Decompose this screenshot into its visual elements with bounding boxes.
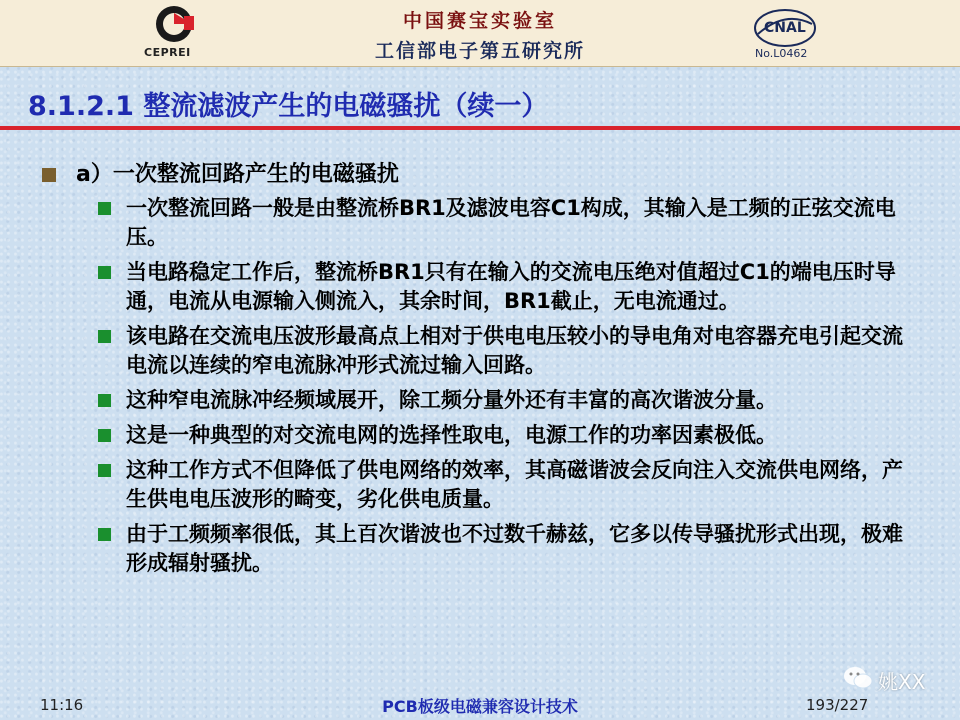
list-item [98, 322, 916, 380]
square-bullet-icon [98, 266, 111, 279]
square-bullet-icon [98, 394, 111, 407]
square-bullet-icon [98, 202, 111, 215]
square-bullet-icon [98, 464, 111, 477]
list-item-text: 由于工频频率很低，其上百次谐波也不过数千赫兹，它多以传导骚扰形式出现，极难形成辐射骚扰。 [126, 522, 903, 575]
list-item-text: 这种窄电流脉冲经频域展开，除工频分量外还有丰富的高次谐波分量。 [126, 388, 777, 412]
cnal-number: No.L0462 [755, 47, 808, 60]
page-number: 193/227 [806, 696, 869, 714]
list-item-text: 该电路在交流电压波形最高点上相对于供电电压较小的导电角对电容器充电引起交流电流以连续的窄电流脉冲形式流过输入回路。 [126, 324, 903, 377]
list-item [98, 194, 916, 252]
list-item-text: 这种工作方式不但降低了供电网络的效率，其高磁谐波会反向注入交流供电网络，产生供电电压波形的畸变，劣化供电质量。 [126, 458, 903, 511]
list-item [98, 456, 916, 514]
title-bar [0, 70, 960, 134]
bullet-list [98, 194, 940, 578]
square-bullet-icon [98, 330, 111, 343]
list-item-text: 当电路稳定工作后，整流桥BR1只有在输入的交流电压绝对值超过C1的端电压时导通，电流从电源输入侧流入，其余时间，BR1截止，无电流通过。 [126, 260, 896, 313]
list-item-text: 一次整流回路一般是由整流桥BR1及滤波电容C1构成，其输入是工频的正弦交流电压。 [126, 196, 896, 249]
cnal-logo-text: CNAL [764, 20, 806, 36]
org-name-line1: 中国赛宝实验室 [402, 10, 557, 32]
watermark-text: 姚XX [878, 670, 926, 694]
org-name-line2: 工信部电子第五研究所 [374, 40, 585, 62]
square-bullet-icon [42, 168, 56, 182]
list-item [98, 258, 916, 316]
list-item [98, 520, 916, 578]
slide-header [0, 0, 960, 67]
cnal-logo-icon [750, 4, 820, 50]
page-title: 8.1.2.1 整流滤波产生的电磁骚扰（续一） [28, 91, 549, 122]
list-item [98, 421, 916, 450]
slide-content [40, 160, 940, 584]
ceprei-logo-text: CEPREI [144, 46, 191, 59]
footer-title: PCB板级电磁兼容设计技术 [382, 697, 578, 716]
square-bullet-icon [98, 528, 111, 541]
list-item [98, 386, 916, 415]
footer-time: 11:16 [40, 696, 84, 714]
level1-text: a）一次整流回路产生的电磁骚扰 [76, 162, 399, 187]
title-divider [0, 126, 960, 130]
list-item-text: 这是一种典型的对交流电网的选择性取电，电源工作的功率因素极低。 [126, 423, 777, 447]
level1-item [40, 160, 940, 190]
square-bullet-icon [98, 429, 111, 442]
wechat-icon [842, 664, 874, 692]
